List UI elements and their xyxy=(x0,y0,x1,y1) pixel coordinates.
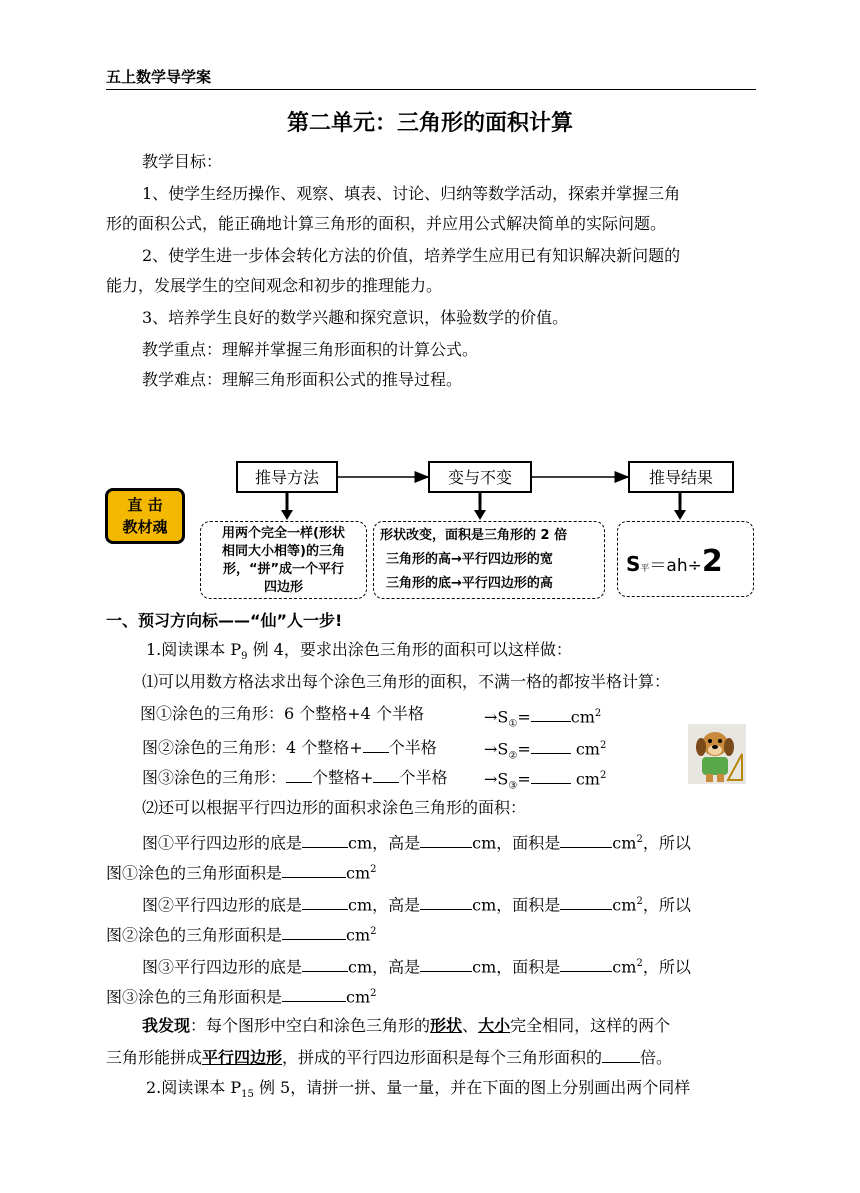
pg2-base-blank[interactable] xyxy=(302,893,348,910)
method-2-intro: ⑵还可以根据平行四边形的面积求涂色三角形的面积： xyxy=(142,798,527,817)
page-title: 第二单元：三角形的面积计算 xyxy=(286,111,573,136)
pg1-base-label: 图①平行四边形的底是 xyxy=(142,833,303,853)
sub-3: ③ xyxy=(508,780,518,792)
textbook-badge xyxy=(105,488,185,544)
goals-heading: 教学目标： xyxy=(142,152,223,171)
fig1-pg-row xyxy=(106,830,792,853)
arrow-s: →S xyxy=(484,739,509,759)
pg3-base-label: 图③平行四边形的底是 xyxy=(142,957,303,977)
formula-box xyxy=(617,521,754,597)
unit: cm xyxy=(612,957,637,977)
pg2-area-label: cm，面积是 xyxy=(472,895,561,915)
sup: 2 xyxy=(594,708,602,719)
tri3-label: 图③涂色的三角形面积是 xyxy=(106,987,283,1007)
eq: = xyxy=(517,769,531,789)
goal-1-line-1: 1、使学生经历操作、观察、填表、讨论、归纳等数学活动，探索并掌握三角 xyxy=(142,184,681,203)
fig2-count-b: 个半格 xyxy=(388,738,437,757)
sup: 2 xyxy=(636,834,643,845)
fig1-area-blank[interactable] xyxy=(531,705,571,722)
goal-2-line-1: 2、使学生进一步体会转化方法的价值，培养学生应用已有知识解决新问题的 xyxy=(142,246,681,265)
times-blank[interactable] xyxy=(602,1046,640,1063)
dog-teacher-illustration xyxy=(688,724,746,784)
method-line-2: 相同大小相等)的三角 xyxy=(222,544,345,559)
change-invariant-box: 变与不变 xyxy=(428,461,532,493)
goal-2-line-2: 能力，发展学生的空间观念和初步的推理能力。 xyxy=(106,276,443,295)
pg3-area-blank[interactable] xyxy=(560,955,612,972)
arrow-s: →S xyxy=(484,707,509,727)
sub-1: ① xyxy=(508,718,518,730)
formula-body: ＝ah÷ xyxy=(649,556,702,576)
discovery-text-e: 倍。 xyxy=(640,1048,673,1067)
pg2-height-blank[interactable] xyxy=(420,893,472,910)
unit: cm xyxy=(570,707,595,727)
pg1-area-blank[interactable] xyxy=(560,831,612,848)
fig2-pg-row xyxy=(106,892,792,915)
discovery-text-d: ，拼成的平行四边形面积是每个三角形面积的 xyxy=(282,1048,603,1067)
fig3-half-blank[interactable] xyxy=(373,766,399,783)
pg2-height-label: cm，高是 xyxy=(348,895,421,915)
p15-prefix: 2.阅读课本 P xyxy=(146,1078,242,1097)
fig3-count-a: 图③涂色的三角形： xyxy=(142,768,287,787)
pg2-base-label: 图②平行四边形的底是 xyxy=(142,895,303,915)
method-line-4: 四边形 xyxy=(263,580,303,595)
fig3-area-blank[interactable] xyxy=(531,767,571,784)
badge-line-1: 直 击 xyxy=(127,496,163,514)
section-1-heading: 一、预习方向标——“仙”人一步! xyxy=(106,611,343,630)
pg1-area-label: cm，面积是 xyxy=(472,833,561,853)
pg2-suoyi: ，所以 xyxy=(642,895,691,915)
p9-page: 9 xyxy=(241,651,248,663)
fig3-whole-blank[interactable] xyxy=(286,766,312,783)
tri1-label: 图①涂色的三角形面积是 xyxy=(106,863,283,883)
unit: cm xyxy=(346,987,371,1007)
fig2-half-blank[interactable] xyxy=(363,736,389,753)
change-line-2: 三角形的高→平行四边形的宽 xyxy=(386,552,553,567)
formula-s: S xyxy=(626,552,641,576)
unit: cm xyxy=(612,833,637,853)
goal-1-line-2: 形的面积公式，能正确地计算三角形的面积，并应用公式解决简单的实际问题。 xyxy=(106,214,667,233)
discovery-label: 我发现 xyxy=(142,1016,191,1035)
pg3-height-blank[interactable] xyxy=(420,955,472,972)
eq: = xyxy=(517,707,531,727)
fig2-area-blank[interactable] xyxy=(531,737,571,754)
fig1-count: 图①涂色的三角形：6 个整格+4 个半格 xyxy=(140,704,424,723)
derivation-result-box: 推导结果 xyxy=(628,461,734,493)
discovery-sep: 、 xyxy=(462,1016,479,1035)
formula-two: 2 xyxy=(701,544,723,579)
sup: 2 xyxy=(636,958,643,969)
unit: cm xyxy=(612,895,637,915)
tri2-label: 图②涂色的三角形面积是 xyxy=(106,925,283,945)
derivation-method-box: 推导方法 xyxy=(236,461,338,493)
unit: cm xyxy=(346,863,371,883)
method-1-intro: ⑴可以用数方格法求出每个涂色三角形的面积，不满一格的都按半格计算： xyxy=(142,672,671,691)
fig3-result xyxy=(484,766,606,797)
change-line-1: 形状改变，面积是三角形的 2 倍 xyxy=(380,528,568,543)
method-line-3: 形，“拼”成一个平行 xyxy=(222,562,345,577)
pg1-base-blank[interactable] xyxy=(302,831,348,848)
pg1-height-blank[interactable] xyxy=(420,831,472,848)
arrow-s: →S xyxy=(484,769,509,789)
pg3-area-label: cm，面积是 xyxy=(472,957,561,977)
tri3-area-blank[interactable] xyxy=(282,985,346,1002)
sup: 2 xyxy=(636,896,643,907)
fig2-count-a: 图②涂色的三角形：4 个整格+ xyxy=(142,738,363,757)
discovery-row-2 xyxy=(106,1046,756,1068)
fig1-tri-row xyxy=(106,860,756,883)
fig3-tri-row xyxy=(106,984,756,1007)
badge-line-2: 教材魂 xyxy=(122,518,168,536)
fig1-count-row xyxy=(106,704,790,730)
sup: 2 xyxy=(599,770,607,781)
fig3-count-b: 个整格+ xyxy=(312,768,374,787)
pg1-suoyi: ，所以 xyxy=(642,833,691,853)
discovery-text-c: 三角形能拼成 xyxy=(106,1048,203,1067)
tri2-area-blank[interactable] xyxy=(282,923,346,940)
pg1-height-label: cm，高是 xyxy=(348,833,421,853)
discovery-size: 大小 xyxy=(478,1016,511,1035)
pg2-area-blank[interactable] xyxy=(560,893,612,910)
discovery-parallelogram: 平行四边形 xyxy=(202,1048,283,1067)
discovery-text-b: 完全相同，这样的两个 xyxy=(510,1016,671,1035)
unit: cm xyxy=(575,739,600,759)
discovery-shape: 形状 xyxy=(430,1016,463,1035)
p9-text: 例 4，要求出涂色三角形的面积可以这样做： xyxy=(247,640,572,659)
sup: 2 xyxy=(370,988,377,999)
p15-text: 例 5，请拼一拼、量一量，并在下面的图上分别画出两个同样 xyxy=(253,1078,691,1097)
goal-3: 3、培养学生良好的数学兴趣和探究意识，体验数学的价值。 xyxy=(142,308,569,327)
pg3-base-blank[interactable] xyxy=(302,955,348,972)
sup: 2 xyxy=(370,926,377,937)
pg3-height-label: cm，高是 xyxy=(348,957,421,977)
fig2-result xyxy=(484,736,606,767)
sup: 2 xyxy=(599,740,607,751)
formula-subscript: 平 xyxy=(640,564,650,574)
unit: cm xyxy=(575,769,600,789)
document-header: 五上数学导学案 xyxy=(106,68,212,86)
difficult-point: 教学难点：理解三角形面积公式的推导过程。 xyxy=(142,370,463,389)
unit: cm xyxy=(346,925,371,945)
p15-page: 15 xyxy=(241,1089,254,1101)
fig1-result xyxy=(484,704,601,735)
fig3-pg-row xyxy=(106,954,792,977)
area-formula xyxy=(626,544,723,579)
sup: 2 xyxy=(370,864,377,875)
discovery-text-a: ：每个图形中空白和涂色三角形的 xyxy=(190,1016,431,1035)
fig2-tri-row xyxy=(106,922,756,945)
method-line-1: 用两个完全一样(形状 xyxy=(222,526,345,541)
discovery-row-1 xyxy=(106,1016,792,1036)
eq: = xyxy=(517,739,531,759)
pg3-suoyi: ，所以 xyxy=(642,957,691,977)
change-description xyxy=(373,521,605,599)
fig3-count-c: 个半格 xyxy=(399,768,448,787)
read-p15 xyxy=(106,1078,796,1105)
tri1-area-blank[interactable] xyxy=(282,861,346,878)
p9-prefix: 1.阅读课本 P xyxy=(146,640,242,659)
change-line-3: 三角形的底→平行四边形的高 xyxy=(386,576,553,591)
method-description xyxy=(200,521,367,599)
key-point: 教学重点：理解并掌握三角形面积的计算公式。 xyxy=(142,340,479,359)
sub-2: ② xyxy=(508,750,518,762)
read-p9 xyxy=(106,640,796,667)
